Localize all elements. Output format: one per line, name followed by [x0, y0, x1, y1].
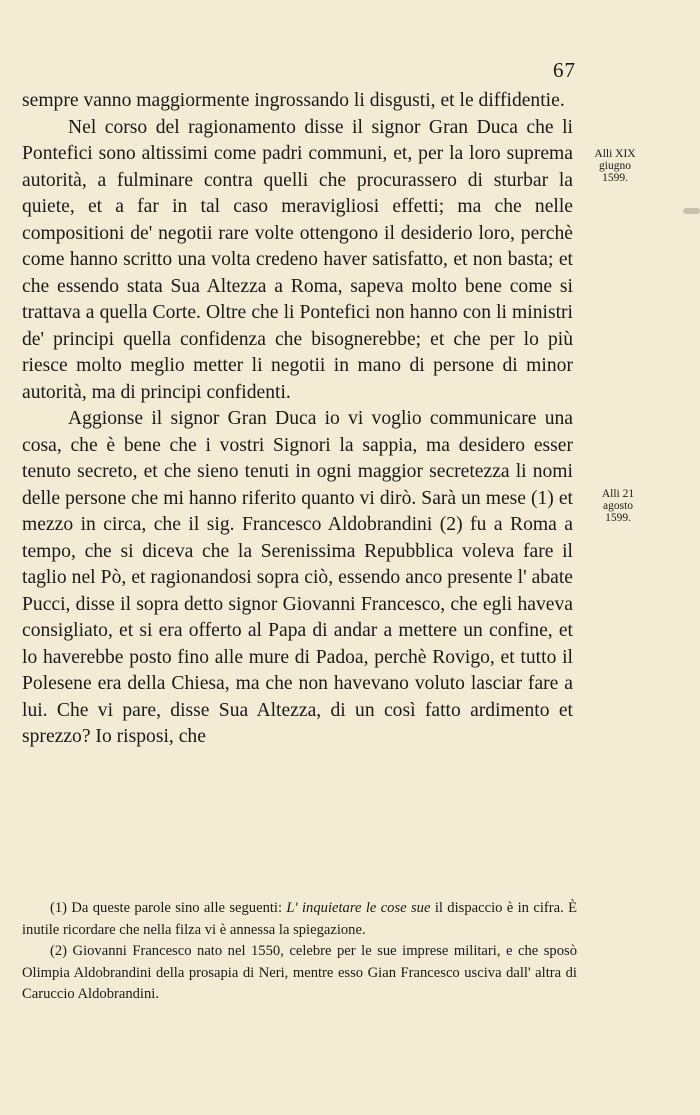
footnote-1-prefix: (1) Da queste parole sino alle seguenti:: [50, 900, 287, 916]
paragraph-1: sempre vanno maggiormente ingrossando li disgusti, et le diffidentie.: [22, 90, 565, 111]
margin-note-1-month: giugno: [599, 160, 631, 172]
margin-note-2-year: 1599.: [605, 512, 631, 524]
footnote-2: (2) Giovanni Francesco nato nel 1550, celebre per le sue imprese militari, e che sposò Olimpia Aldobrandini della prosapia di Neri, mentre esso Gian Francesco usciva dall' altra di Caruccio Aldobrandini.: [22, 943, 577, 1002]
footnotes: [22, 898, 577, 1006]
margin-note-1-year: 1599.: [602, 172, 628, 184]
paragraph-2: Nel corso del ragionamento disse il signor Gran Duca che li Pontefici sono altissimi come padri communi, et, per la loro suprema autorità, a fulminare contra quelli che procurassero di sturbar la quiete, et a far in tal caso meravigliosi effetti; ma che nelle compositioni de' negotii rare volte ottengono il desiderio loro, perchè come hanno scritto una volta credeno haver satisfatto, et non basta; et che essendo stata Sua Altezza a Roma, sapeva molto bene come si trattava a quella Corte. Oltre che li Pontefici non hanno con li ministri de' principi quella confidenza che bisognerebbe; et che per lo più riesce molto meglio metter li negotii in mano di persone di minor autorità, ma di principi confidenti.: [22, 116, 573, 403]
margin-note-2-day: Alli 21: [601, 488, 635, 500]
margin-note-1-day: Alli XIX: [594, 148, 636, 160]
margin-note-date-2: [583, 488, 653, 524]
main-text: [22, 88, 573, 751]
footnote-1: [22, 898, 577, 941]
margin-note-2-month: agosto: [602, 500, 634, 512]
footnote-1-italic: L' inquietare le cose sue: [286, 900, 431, 916]
paragraph-3: Aggionse il signor Gran Duca io vi voglio communicare una cosa, che è bene che i vostri Signori la sappia, ma desidero esser tenuto secreto, et che sieno tenuti in ogni maggior secretezza li nomi delle persone che mi hanno riferito quanto vi dirò. Sarà un mese (1) et mezzo in circa, che il sig. Francesco Aldobrandini (2) fu a Roma a tempo, che si diceva che la Serenissima Repubblica voleva fare il taglio nel Pò, et ragionandosi sopra ciò, essendo anco presente l' abate Pucci, disse il sopra detto signor Giovanni Francesco, che egli haveva consigliato, et si era offerto al Papa di andar a mettere un confine, et lo haverebbe posto fino alle mure di Padoa, perchè Rovigo, et tutto il Polesene era della Chiesa, ma che non havevano voluto lasciar fare a lui. Che vi pare, disse Sua Altezza, di un così fatto ardimento et sprezzo? Io risposi, che: [22, 408, 573, 747]
margin-note-date-1: [580, 148, 650, 184]
footnote-1-suffix: il dispaccio è in cifra. È inutile ricordare che nella filza vi è annessa la spiegazione.: [22, 900, 577, 938]
page-number: 67: [553, 58, 576, 82]
page-edge-smudge: [683, 208, 700, 214]
